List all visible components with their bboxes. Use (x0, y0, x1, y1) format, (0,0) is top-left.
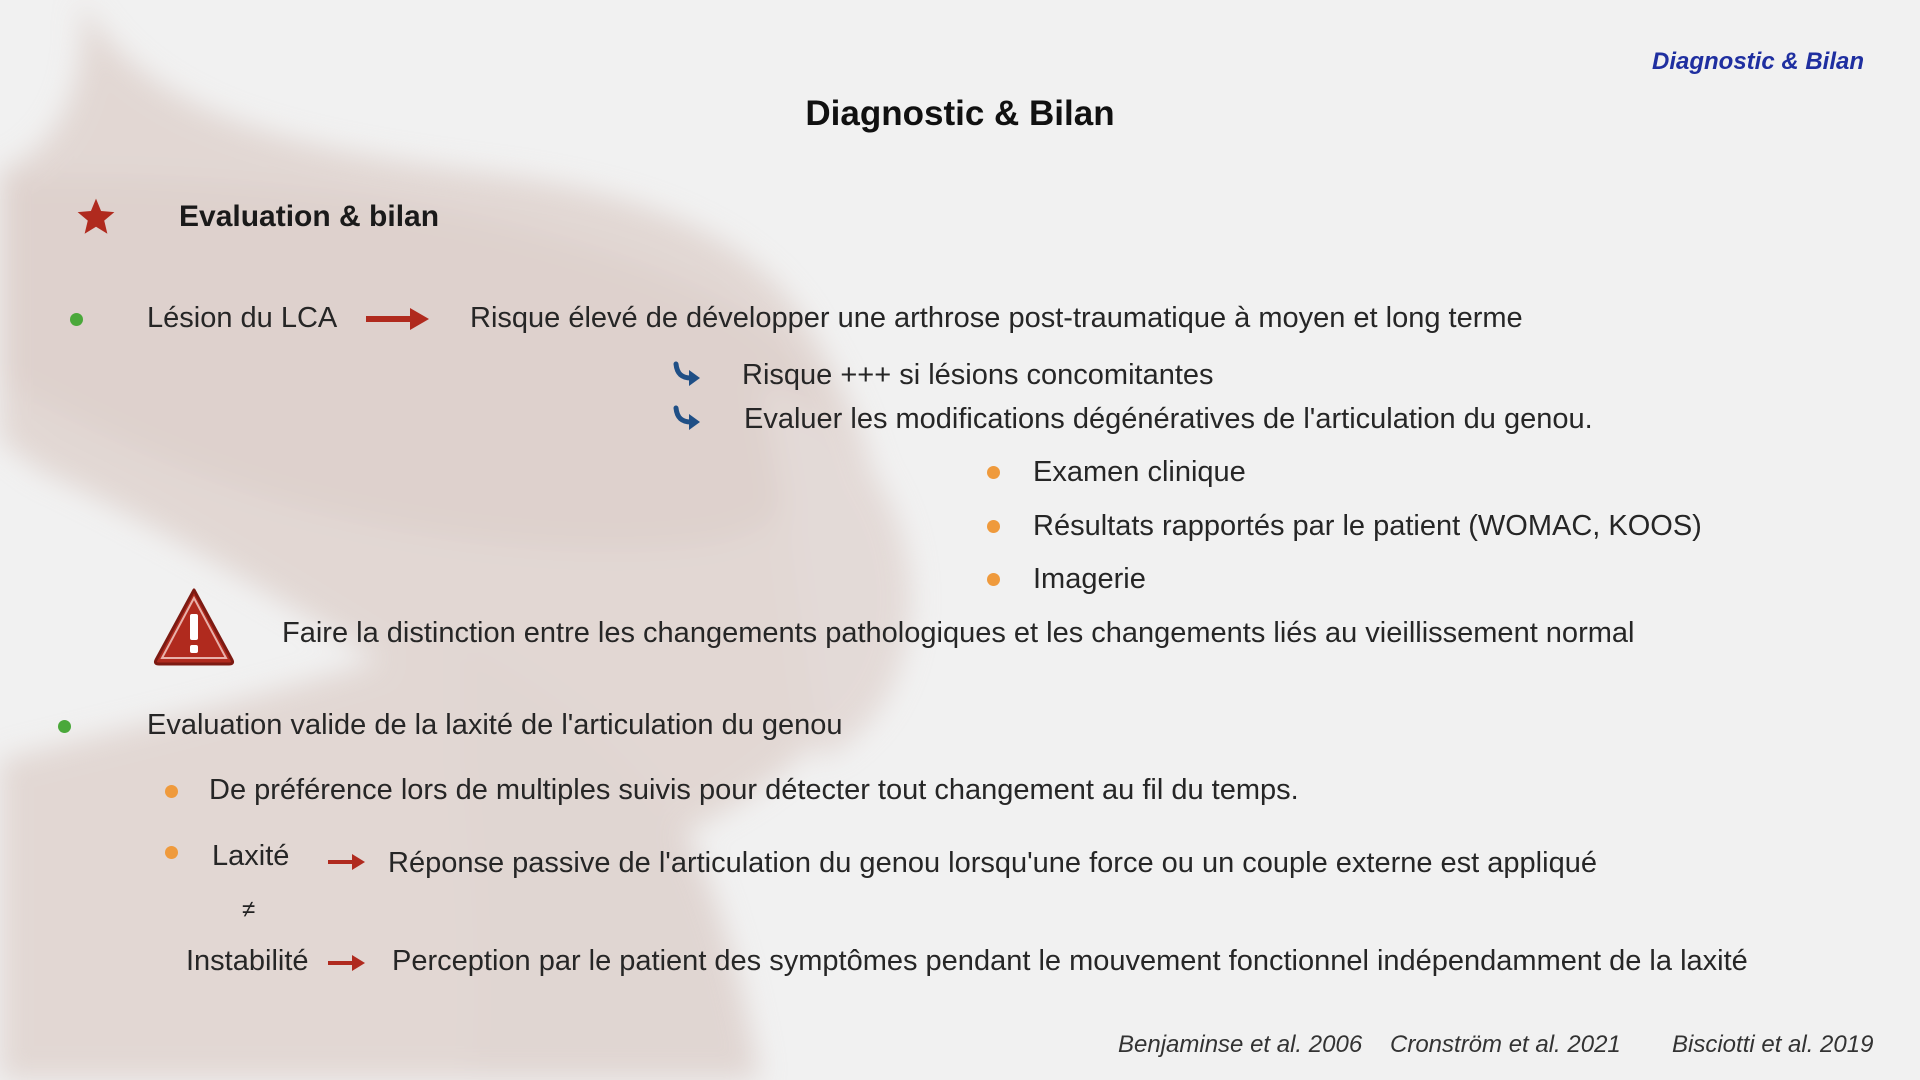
instability-term: Instabilité (186, 945, 309, 977)
reference: Benjaminse et al. 2006 (1118, 1031, 1363, 1058)
page-title: Diagnostic & Bilan (805, 94, 1115, 133)
laxity-term: Laxité (212, 840, 290, 872)
arrow-right-icon (328, 852, 366, 872)
lesion-label: Lésion du LCA (147, 302, 338, 334)
sub-item-concomitant: Risque +++ si lésions concomitantes (742, 359, 1214, 391)
hook-arrow-icon (672, 404, 702, 432)
arrow-right-icon (366, 307, 430, 331)
hook-arrow-icon (672, 360, 702, 388)
header-section-label: Diagnostic & Bilan (1652, 48, 1865, 75)
section-title: Evaluation & bilan (179, 200, 440, 233)
bullet-orange (165, 785, 178, 798)
not-equal-sign: ≠ (242, 896, 256, 923)
sub-item-degenerative: Evaluer les modifications dégénératives de l'articulation du genou. (744, 403, 1593, 435)
bullet-green (70, 313, 83, 326)
laxity-evaluation-title: Evaluation valide de la laxité de l'articulation du genou (147, 709, 843, 741)
assessment-item: Examen clinique (1033, 456, 1246, 488)
laxity-definition: Réponse passive de l'articulation du genou lorsqu'une force ou un couple externe est appliqué (388, 847, 1597, 879)
star-icon (75, 196, 117, 238)
bullet-green (58, 720, 71, 733)
reference: Cronström et al. 2021 (1390, 1031, 1621, 1058)
arrow-right-icon (328, 953, 366, 973)
assessment-item: Imagerie (1033, 563, 1146, 595)
bullet-orange (987, 466, 1000, 479)
bullet-orange (987, 573, 1000, 586)
instability-definition: Perception par le patient des symptômes pendant le mouvement fonctionnel indépendamment de la laxité (392, 945, 1748, 977)
reference: Bisciotti et al. 2019 (1672, 1031, 1874, 1058)
preference-text: De préférence lors de multiples suivis pour détecter tout changement au fil du temps. (209, 774, 1299, 806)
assessment-item: Résultats rapportés par le patient (WOMAC, KOOS) (1033, 510, 1702, 542)
warning-text: Faire la distinction entre les changements pathologiques et les changements liés au vieillissement normal (282, 617, 1635, 649)
risk-statement: Risque élevé de développer une arthrose post-traumatique à moyen et long terme (470, 302, 1523, 334)
bullet-orange (987, 520, 1000, 533)
warning-icon (152, 586, 236, 668)
bullet-orange (165, 846, 178, 859)
